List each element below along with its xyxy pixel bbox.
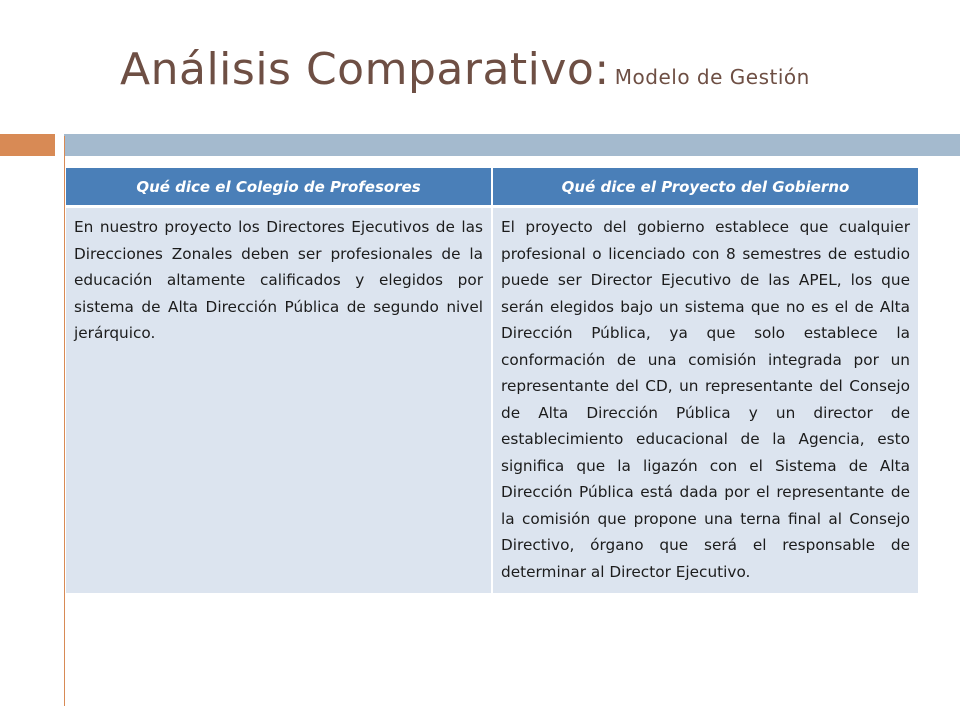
title-subtitle: Modelo de Gestión bbox=[614, 65, 810, 89]
accent-vertical-line bbox=[64, 136, 65, 706]
cell-colegio: En nuestro proyecto los Directores Ejecutivos de las Direcciones Zonales deben ser profesionales de la educación altamente calificados y elegidos por sistema de Alta Dirección Pública de segundo nivel jerárquico. bbox=[66, 207, 492, 594]
comparison-table bbox=[66, 168, 918, 593]
header-gobierno: Qué dice el Proyecto del Gobierno bbox=[492, 168, 918, 207]
header-colegio: Qué dice el Colegio de Profesores bbox=[66, 168, 492, 207]
title-main: Análisis Comparativo: bbox=[120, 44, 610, 95]
accent-orange-bar bbox=[0, 134, 55, 156]
accent-blue-bar bbox=[64, 134, 960, 156]
slide-title bbox=[120, 44, 810, 95]
table-row bbox=[66, 207, 918, 594]
cell-gobierno: El proyecto del gobierno establece que cualquier profesional o licenciado con 8 semestres de estudio puede ser Director Ejecutivo de las APEL, los que serán elegidos bajo un sistema que no es el de Alta Dirección Pública, ya que solo establece la conformación de una comisión integrada por un representante del CD, un representante del Consejo de Alta Dirección Pública y un director de establecimiento educacional de la Agencia, esto significa que la ligazón con el Sistema de Alta Dirección Pública está dada por el representante de la comisión que propone una terna final al Consejo Directivo, órgano que será el responsable de determinar al Director Ejecutivo. bbox=[492, 207, 918, 594]
table-header-row bbox=[66, 168, 918, 207]
